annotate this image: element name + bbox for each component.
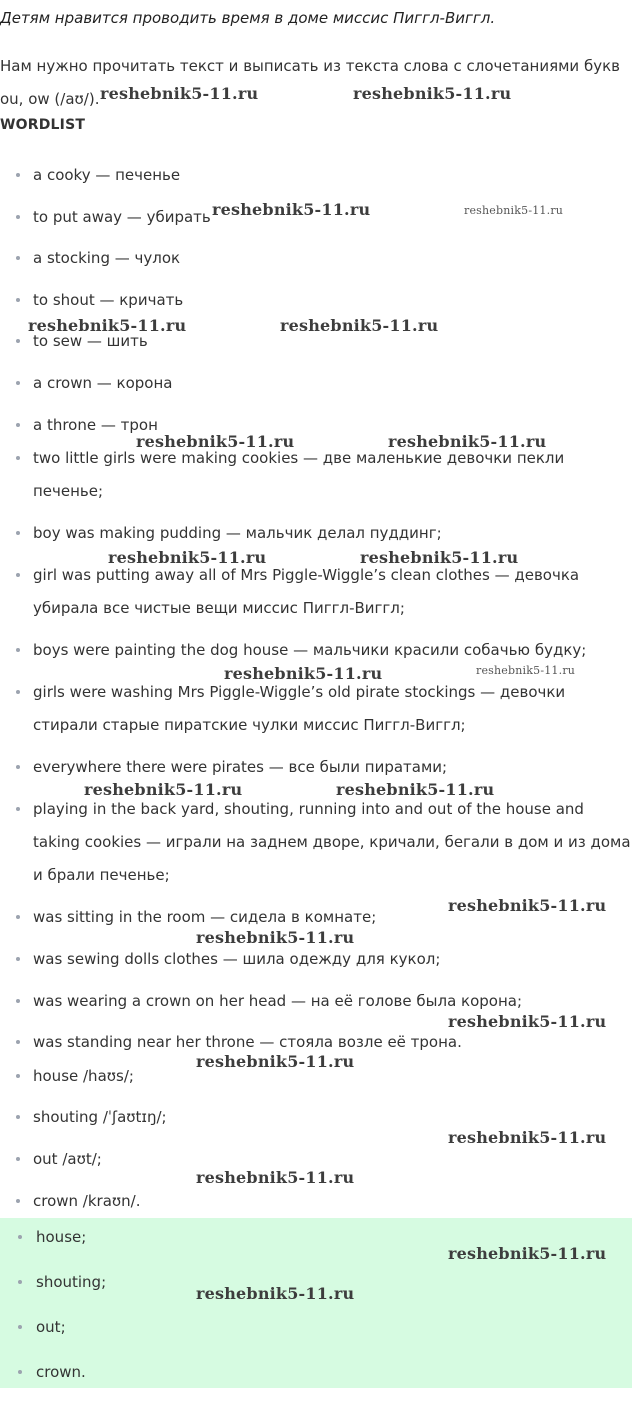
list-item: crown /kraʊn/. bbox=[33, 1185, 631, 1218]
list-item: girl was putting away all of Mrs Piggle-Wiggle’s clean clothes — девочка убирала все чистые вещи миссис Пиггл-Виггл; bbox=[33, 559, 631, 625]
task-text: Нам нужно прочитать текст и выписать из текста слова с слочетаниями букв ou, ow (/aʊ/). bbox=[0, 57, 620, 108]
watermark: reshebnik5-11.ru bbox=[353, 84, 512, 103]
wordlist-title: WORDLIST bbox=[0, 117, 86, 133]
list-item: to shout — кричать bbox=[33, 284, 631, 317]
watermark: reshebnik5-11.ru bbox=[448, 1012, 607, 1031]
watermark: reshebnik5-11.ru bbox=[108, 548, 267, 567]
answer-item: crown. bbox=[36, 1363, 86, 1381]
watermark: reshebnik5-11.ru bbox=[212, 200, 371, 219]
watermark: reshebnik5-11.ru bbox=[100, 84, 259, 103]
list-item: shouting /ˈʃaʊtɪŋ/; bbox=[33, 1101, 631, 1134]
watermark: reshebnik5-11.ru bbox=[280, 316, 439, 335]
list-item: a crown — корона bbox=[33, 367, 631, 400]
answer-item: house; bbox=[36, 1228, 87, 1246]
list-item: playing in the back yard, shouting, running into and out of the house and taking cookies — играли на заднем дворе, кричали, бегали в дом и из дома и брали печенье; bbox=[33, 793, 631, 892]
list-item: to sew — шить bbox=[33, 325, 631, 358]
watermark: reshebnik5-11.ru bbox=[448, 896, 607, 915]
list-item: boy was making pudding — мальчик делал пуддинг; bbox=[33, 517, 631, 550]
list-item: was standing near her throne — стояла возле её трона. bbox=[33, 1026, 631, 1059]
watermark: reshebnik5-11.ru bbox=[448, 1128, 607, 1147]
list-item: a cooky — печенье bbox=[33, 159, 631, 192]
list-item: a throne — трон bbox=[33, 409, 631, 442]
list-item: two little girls were making cookies — две маленькие девочки пекли печенье; bbox=[33, 442, 631, 508]
list-item: house /haʊs/; bbox=[33, 1060, 631, 1093]
watermark: reshebnik5-11.ru bbox=[476, 664, 576, 677]
watermark: reshebnik5-11.ru bbox=[360, 548, 519, 567]
watermark: reshebnik5-11.ru bbox=[84, 780, 243, 799]
watermark: reshebnik5-11.ru bbox=[196, 928, 355, 947]
list-item: boys were painting the dog house — мальчики красили собачью будку; bbox=[33, 634, 631, 667]
list-item: girls were washing Mrs Piggle-Wiggle’s old pirate stockings — девочки стирали старые пиратские чулки миссис Пиггл-Виггл; bbox=[33, 676, 631, 742]
list-item: was wearing a crown on her head — на её голове была корона; bbox=[33, 985, 631, 1018]
watermark: reshebnik5-11.ru bbox=[224, 664, 383, 683]
intro-text: Детям нравится проводить время в доме миссис Пиггл-Виггл. bbox=[0, 9, 496, 27]
watermark: reshebnik5-11.ru bbox=[28, 316, 187, 335]
list-item: was sitting in the room — сидела в комнате; bbox=[33, 901, 631, 934]
watermark: reshebnik5-11.ru bbox=[196, 1168, 355, 1187]
watermark: reshebnik5-11.ru bbox=[136, 432, 295, 451]
answer-item: shouting; bbox=[36, 1273, 107, 1291]
list-item: out /aʊt/; bbox=[33, 1143, 631, 1176]
watermark: reshebnik5-11.ru bbox=[196, 1284, 355, 1303]
watermark: reshebnik5-11.ru bbox=[336, 780, 495, 799]
list-item: a stocking — чулок bbox=[33, 242, 631, 275]
watermark: reshebnik5-11.ru bbox=[464, 204, 564, 217]
answer-item: out; bbox=[36, 1318, 66, 1336]
watermark: reshebnik5-11.ru bbox=[388, 432, 547, 451]
list-item: everywhere there were pirates — все были пиратами; bbox=[33, 751, 631, 784]
list-item: was sewing dolls clothes — шила одежду для кукол; bbox=[33, 943, 631, 976]
watermark: reshebnik5-11.ru bbox=[448, 1244, 607, 1263]
watermark: reshebnik5-11.ru bbox=[196, 1052, 355, 1071]
list-item: to put away — убирать bbox=[33, 201, 631, 234]
